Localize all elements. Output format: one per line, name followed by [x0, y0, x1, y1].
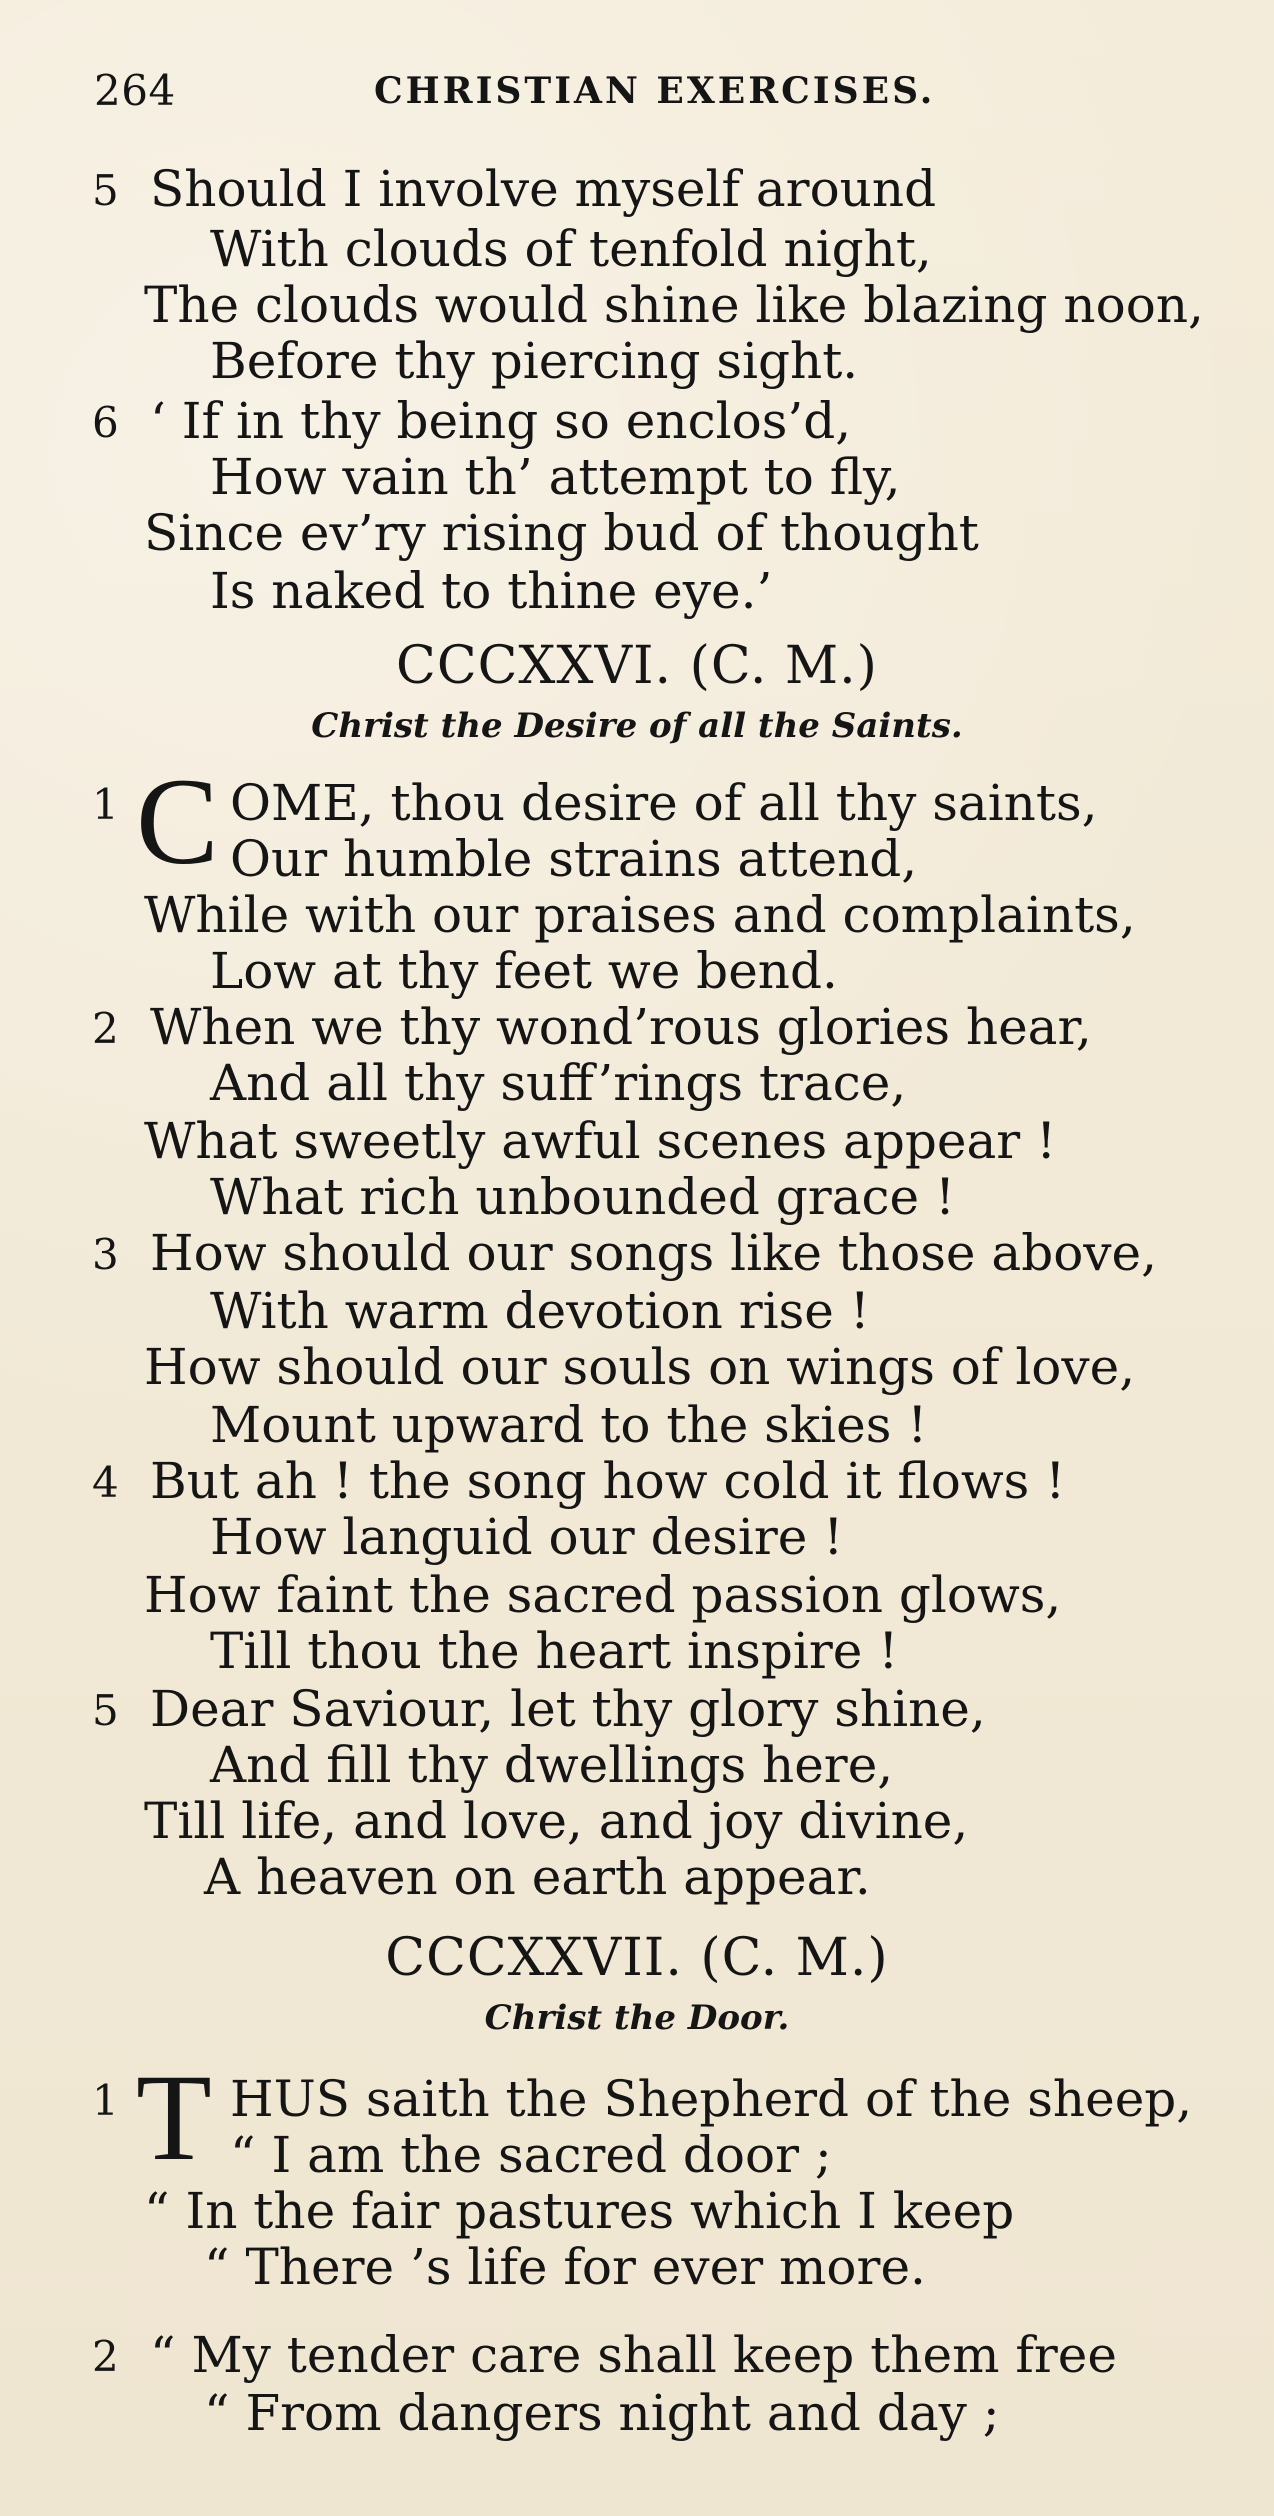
stanza-number: 1 — [92, 780, 119, 829]
hymn-subtitle: Christ the Desire of all the Saints. — [311, 706, 963, 746]
verse-line: Before thy piercing sight. — [210, 332, 859, 390]
stanza-number: 6 — [92, 398, 119, 447]
verse-line: Our humble strains attend, — [230, 830, 918, 888]
verse-line: Low at thy feet we bend. — [210, 942, 838, 1000]
stanza-number: 2 — [92, 2332, 119, 2381]
verse-line: OME, thou desire of all thy saints, — [230, 774, 1098, 832]
verse-line: “ There ’s life for ever more. — [204, 2238, 926, 2296]
verse-line: Should I involve myself around — [150, 160, 937, 218]
drop-cap: C — [136, 753, 219, 890]
stanza-number: 3 — [92, 1230, 119, 1279]
verse-line: Till thou the heart inspire ! — [210, 1622, 899, 1680]
verse-line: But ah ! the song how cold it flows ! — [150, 1452, 1066, 1510]
verse-line: Mount upward to the skies ! — [210, 1396, 928, 1454]
page-number: 264 — [94, 66, 176, 115]
verse-line: “ My tender care shall keep them free — [150, 2326, 1117, 2384]
stanza-number: 5 — [92, 166, 119, 215]
verse-line: What rich unbounded grace ! — [210, 1168, 956, 1226]
stanza-number: 1 — [92, 2076, 119, 2125]
stanza-number: 4 — [92, 1458, 119, 1507]
verse-line: While with our praises and complaints, — [144, 886, 1136, 944]
verse-line: HUS saith the Shepherd of the sheep, — [230, 2070, 1193, 2128]
verse-line: What sweetly awful scenes appear ! — [144, 1112, 1057, 1170]
verse-line: Is naked to thine eye.’ — [210, 562, 773, 620]
verse-line: The clouds would shine like blazing noon, — [144, 276, 1204, 334]
verse-line: How faint the sacred passion glows, — [144, 1566, 1062, 1624]
verse-line: ‘ If in thy being so enclos’d, — [150, 392, 852, 450]
verse-line: Dear Saviour, let thy glory shine, — [150, 1680, 986, 1738]
page-header — [94, 66, 974, 126]
hymn-title: CCCXXVII. (C. M.) — [385, 1928, 889, 1988]
drop-cap: T — [136, 2049, 212, 2186]
verse-line: A heaven on earth appear. — [204, 1848, 871, 1906]
verse-line: How should our songs like those above, — [150, 1224, 1158, 1282]
stanza-number: 5 — [92, 1686, 119, 1735]
verse-line: “ From dangers night and day ; — [204, 2384, 1000, 2442]
hymn-title: CCCXXVI. (C. M.) — [396, 636, 878, 696]
hymn-subtitle: Christ the Door. — [484, 1998, 790, 2038]
verse-line: When we thy wond’rous glories hear, — [150, 998, 1092, 1056]
verse-line: And all thy suff’rings trace, — [210, 1054, 907, 1112]
verse-line: How languid our desire ! — [210, 1508, 844, 1566]
verse-line: Since ev’ry rising bud of thought — [144, 504, 979, 562]
stanza-number: 2 — [92, 1004, 119, 1053]
running-head: CHRISTIAN EXERCISES. — [374, 70, 936, 112]
verse-line: With clouds of tenfold night, — [210, 220, 932, 278]
verse-line: “ In the fair pastures which I keep — [144, 2182, 1015, 2240]
verse-line: With warm devotion rise ! — [210, 1282, 870, 1340]
verse-line: And fill thy dwellings here, — [210, 1736, 894, 1794]
verse-line: How should our souls on wings of love, — [144, 1338, 1136, 1396]
verse-line: Till life, and love, and joy divine, — [144, 1792, 969, 1850]
verse-line: “ I am the sacred door ; — [230, 2126, 832, 2184]
verse-line: How vain th’ attempt to fly, — [210, 448, 901, 506]
